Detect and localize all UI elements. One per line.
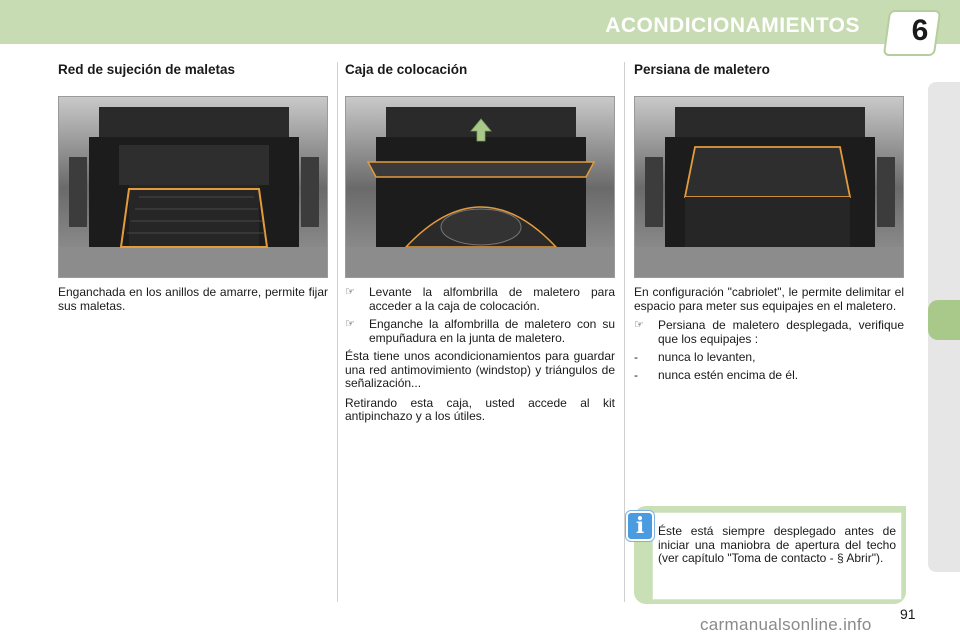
luggage-net-photo [58, 96, 328, 278]
storage-box-paragraph: Retirando esta caja, usted accede al kit antipinchazo y a los útiles. [345, 395, 615, 423]
boot-cover-photo [634, 96, 904, 278]
luggage-net-paragraph: Enganchada en los anillos de amarre, permite fijar sus maletas. [58, 285, 328, 313]
dash-marker: - [634, 367, 638, 382]
luggage-net-text [58, 286, 328, 319]
bullet-text: Levante la alfombrilla de maletero para acceder a la caja de colocación. [369, 285, 615, 313]
watermark: carmanualsonline.info [700, 615, 872, 634]
storage-box-paragraph: Ésta tiene unos acondicionamientos para guardar una red antimovimiento (windstop) y triángulos de señalización... [345, 349, 615, 390]
dash-text: nunca lo levanten, [658, 350, 756, 364]
info-text: Éste está siempre desplegado antes de iniciar una maniobra de apertura del techo (ver capítulo "Toma de contacto - § Abrir"). [658, 524, 896, 565]
list-item [634, 369, 904, 383]
info-icon: i [626, 511, 654, 541]
column-divider [337, 62, 338, 602]
storage-box-photo [345, 96, 615, 278]
pointing-hand-icon: ☞ [345, 286, 355, 298]
chapter-number: 6 [911, 14, 929, 47]
page-number: 91 [900, 606, 916, 622]
section-title-boot-cover: Persiana de maletero [634, 62, 770, 77]
column-storage-box [345, 62, 615, 82]
boot-cover-intro: En configuración "cabriolet", le permite delimitar el espacio para meter sus equipajes en el maletero. [634, 285, 904, 313]
dash-marker: - [634, 350, 638, 364]
chapter-side-nav-active[interactable] [928, 300, 960, 340]
storage-box-text [345, 286, 615, 430]
list-item [345, 286, 615, 313]
page-title: ACONDICIONAMIENTOS [605, 14, 860, 37]
pointing-hand-icon: ☞ [634, 319, 644, 331]
dash-text: nunca estén encima de él. [658, 367, 799, 382]
section-title-storage-box: Caja de colocación [345, 62, 468, 77]
section-title-luggage-net: Red de sujeción de maletas [58, 62, 236, 77]
pointing-hand-icon: ☞ [345, 318, 355, 330]
bullet-text: Enganche la alfombrilla de maletero con su empuñadura en la junta de maletero. [369, 317, 615, 345]
list-item [634, 351, 904, 365]
boot-cover-text [634, 286, 904, 386]
column-luggage-net [58, 62, 328, 82]
list-item [634, 319, 904, 346]
column-divider [624, 62, 625, 602]
column-boot-cover [634, 62, 904, 82]
bullet-text: Persiana de maletero desplegada, verifique que los equipajes : [658, 318, 904, 346]
list-item [345, 318, 615, 345]
